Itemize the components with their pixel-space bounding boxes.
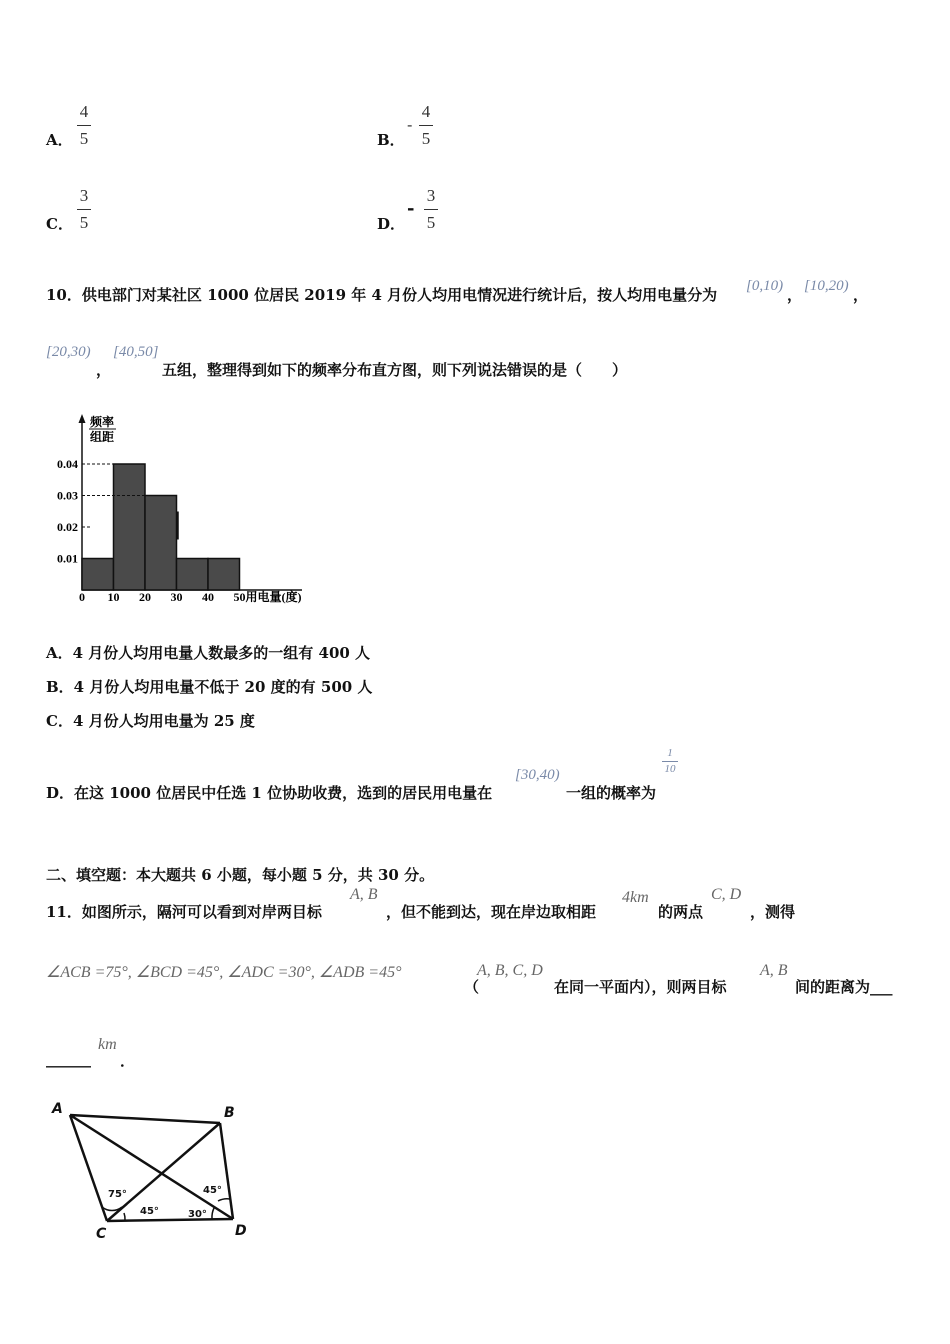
q10-option-d-fraction: 1 10: [662, 748, 678, 775]
q10-option-d-post: 一组的概率为: [566, 784, 657, 802]
q11-stem-part2: ，但不能到达，现在岸边取相距: [386, 903, 597, 921]
q9-option-b-fraction: 4 5: [419, 102, 433, 149]
y-axis-label-top: 频率: [89, 415, 115, 429]
q10-interval-0-10: [0,10): [746, 278, 784, 294]
q11-stem-part4: ，测得: [750, 903, 796, 921]
y-tick-label: 0.04: [57, 457, 78, 471]
q11-math-cd: C, D: [711, 886, 742, 903]
q11-math-4km: 4km: [622, 889, 649, 906]
q9-option-a-fraction: 4 5: [77, 102, 91, 149]
q10-option-d-interval: [30,40): [515, 767, 560, 783]
q10-comma: ，: [96, 361, 112, 379]
q10-interval-20-30: [20,30): [46, 344, 91, 360]
segment-ac: [70, 1115, 107, 1221]
histogram-bar: [145, 496, 177, 591]
frequency-histogram: [40, 410, 330, 610]
angle-label-45-c: 45°: [140, 1206, 159, 1217]
point-label-b: B: [224, 1105, 235, 1121]
y-tick-label: 0.02: [57, 520, 78, 534]
y-axis-label-bottom: 组距: [89, 430, 115, 444]
q11-math-km: km: [98, 1036, 117, 1053]
q9-option-a-label: A．: [46, 131, 73, 149]
point-label-a: A: [52, 1101, 63, 1117]
q11-paren-open: （: [464, 978, 480, 996]
q10-interval-40-50: [40,50]: [113, 344, 159, 360]
x-tick-label: 0: [79, 590, 85, 604]
q11-stem-part6: 间的距离为___: [795, 978, 893, 996]
q11-math-ab: A, B: [350, 886, 378, 903]
q9-option-c-fraction: 3 5: [77, 186, 91, 233]
histogram-bar: [208, 559, 240, 591]
q10-stem-line2: 五组，整理得到如下的频率分布直方图，则下列说法错误的是（ ）: [162, 361, 628, 379]
q9-option-d-sign: -: [407, 198, 415, 219]
x-tick-label: 30: [170, 590, 183, 604]
x-tick-label: 10: [107, 590, 120, 604]
q11-stem-part1: 11．如图所示，隔河可以看到对岸两目标: [46, 903, 322, 921]
q10-comma: ，: [787, 286, 803, 304]
q11-answer-blank: ______: [46, 1050, 91, 1068]
q11-angle-conditions: ∠ACB =75°, ∠BCD =45°, ∠ADC =30°, ∠ADB =45°: [46, 964, 402, 981]
histogram-bar: [114, 464, 146, 590]
segment-ab: [70, 1115, 220, 1123]
q9-option-b-sign: -: [407, 115, 413, 134]
angle-arc-adb: [218, 1199, 230, 1201]
q10-option-c: C．4 月份人均用电量为 25 度: [46, 712, 255, 730]
x-axis-label: 用电量(度): [245, 590, 302, 604]
histogram-bar: [82, 559, 114, 591]
angle-arc-adc: [212, 1208, 214, 1219]
q9-option-d-label: D．: [377, 215, 406, 233]
segment-cd: [107, 1219, 233, 1221]
q9-option-c-label: C．: [46, 215, 73, 233]
segment-ad: [70, 1115, 233, 1219]
section-2-title: 二、填空题：本大题共 6 小题，每小题 5 分，共 30 分。: [46, 866, 435, 884]
q11-stem-part3: 的两点: [658, 903, 704, 921]
segment-bd: [220, 1123, 233, 1219]
angle-arc-bcd: [124, 1213, 125, 1220]
angle-label-30: 30°: [188, 1209, 207, 1220]
y-tick-label: 0.01: [57, 551, 78, 566]
q9-option-d-fraction: 3 5: [424, 186, 438, 233]
q9-option-b-label: B．: [377, 131, 405, 149]
angle-label-45-d: 45°: [203, 1185, 222, 1196]
point-label-d: D: [235, 1223, 247, 1239]
q11-math-abcd: A, B, C, D: [477, 962, 543, 979]
histogram-bar: [177, 559, 209, 591]
x-tick-label: 20: [139, 590, 151, 604]
segment-bc: [107, 1123, 220, 1221]
q10-option-b: B．4 月份人均用电量不低于 20 度的有 500 人: [46, 678, 373, 696]
q11-geometry-figure: [40, 1095, 260, 1245]
q10-option-a: A．4 月份人均用电量人数最多的一组有 400 人: [46, 644, 371, 662]
q10-interval-10-20: [10,20): [804, 278, 849, 294]
q11-stem-part5: 在同一平面内），则两目标: [554, 978, 727, 996]
angle-label-75: 75°: [108, 1189, 127, 1200]
y-tick-label: 0.03: [57, 488, 78, 503]
q10-option-d-pre: D．在这 1000 位居民中任选 1 位协助收费，选到的居民用电量在: [46, 784, 493, 802]
y-axis-arrow: [79, 414, 86, 423]
point-label-c: C: [96, 1226, 107, 1242]
q11-math-ab-2: A, B: [760, 962, 788, 979]
q10-comma: ，: [853, 286, 869, 304]
x-tick-label: 50: [233, 590, 246, 604]
q11-period: ．: [120, 1052, 136, 1070]
q10-stem-line1: 10．供电部门对某社区 1000 位居民 2019 年 4 月份人均用电情况进行统计后，按人均用电量分为: [46, 286, 718, 304]
x-tick-label: 40: [202, 590, 214, 604]
